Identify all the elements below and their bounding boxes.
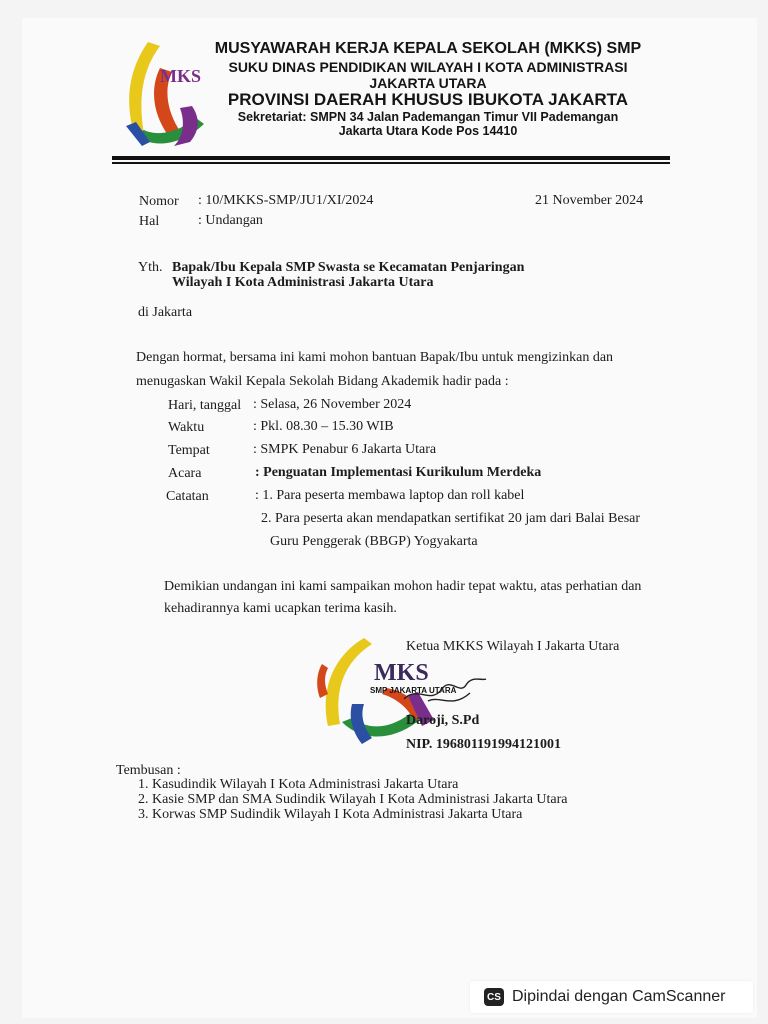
body-paragraph-1: Dengan hormat, bersama ini kami mohon bantuan Bapak/Ibu untuk mengizinkan dan — [136, 350, 614, 365]
tembusan-item-1: 1. Kasudindik Wilayah I Kota Administrasi Jakarta Utara — [138, 777, 459, 792]
detail-label-tempat: Tempat — [168, 443, 210, 458]
closing-line2: kehadirannya kami ucapkan terima kasih. — [164, 601, 397, 616]
hal-label: Hal — [139, 214, 160, 229]
recipient-prefix: Yth. — [138, 260, 163, 275]
detail-label-waktu: Waktu — [168, 420, 205, 435]
signatory-name: Daroji, S.Pd — [406, 713, 480, 728]
stamp-logo-text: MKS — [374, 660, 429, 686]
body-paragraph-2: menugaskan Wakil Kepala Sekolah Bidang Akademik hadir pada : — [136, 374, 509, 389]
letterhead-rule-thick — [112, 156, 670, 160]
tembusan-label: Tembusan : — [116, 763, 181, 778]
letterhead-line5: Sekretariat: SMPN 34 Jalan Pademangan Timur VII Pademangan — [237, 110, 619, 124]
detail-value-tempat: : SMPK Penabur 6 Jakarta Utara — [253, 442, 437, 457]
nomor-label: Nomor — [139, 194, 179, 209]
letterhead-line3: JAKARTA UTARA — [369, 75, 487, 91]
note-2-line1: 2. Para peserta akan mendapatkan sertifikat 20 jam dari Balai Besar — [261, 511, 641, 526]
mks-logo — [120, 38, 210, 150]
closing-line1: Demikian undangan ini kami sampaikan mohon hadir tepat waktu, atas perhatian dan — [164, 579, 642, 594]
signature-scribble — [400, 665, 490, 715]
recipient-place: di Jakarta — [138, 305, 193, 320]
detail-value-waktu: : Pkl. 08.30 – 15.30 WIB — [253, 419, 394, 434]
note-2-line2: Guru Penggerak (BBGP) Yogyakarta — [270, 534, 478, 549]
letterhead-line4: PROVINSI DAERAH KHUSUS IBUKOTA JAKARTA — [227, 90, 629, 109]
nomor-value: : 10/MKKS-SMP/JU1/XI/2024 — [198, 193, 374, 208]
tembusan-item-3: 3. Korwas SMP Sudindik Wilayah I Kota Administrasi Jakarta Utara — [138, 807, 523, 822]
letterhead-rule-thin — [112, 162, 670, 164]
detail-value-catatan: : 1. Para peserta membawa laptop dan roll kabel — [255, 488, 525, 503]
letterhead-line1: MUSYAWARAH KERJA KEPALA SEKOLAH (MKKS) SMP — [214, 40, 642, 57]
camscanner-label: Dipindai dengan CamScanner — [512, 988, 726, 1005]
camscanner-icon: CS — [484, 988, 504, 1006]
logo-text: MKS — [160, 66, 202, 86]
camscanner-watermark — [470, 981, 753, 1013]
letter-date: 21 November 2024 — [535, 193, 644, 208]
detail-label-catatan: Catatan — [166, 489, 209, 504]
letterhead-line2: SUKU DINAS PENDIDIKAN WILAYAH I KOTA ADMINISTRASI — [228, 59, 628, 75]
signature-title: Ketua MKKS Wilayah I Jakarta Utara — [406, 639, 620, 654]
signatory-nip: NIP. 196801191994121001 — [406, 737, 562, 752]
detail-label-acara: Acara — [168, 466, 202, 481]
letterhead-line6: Jakarta Utara Kode Pos 14410 — [338, 124, 518, 138]
hal-value: : Undangan — [198, 213, 263, 228]
recipient-line1: Bapak/Ibu Kepala SMP Swasta se Kecamatan Penjaringan — [172, 260, 525, 275]
detail-value-hari: : Selasa, 26 November 2024 — [253, 397, 412, 412]
stamp-logo-subtitle: SMP JAKARTA UTARA — [370, 686, 457, 695]
recipient-line2: Wilayah I Kota Administrasi Jakarta Utara — [172, 275, 434, 290]
tembusan-item-2: 2. Kasie SMP dan SMA Sudindik Wilayah I Kota Administrasi Jakarta Utara — [138, 792, 568, 807]
detail-label-hari: Hari, tanggal — [168, 398, 242, 413]
detail-value-acara: : Penguatan Implementasi Kurikulum Merdeka — [255, 465, 542, 480]
